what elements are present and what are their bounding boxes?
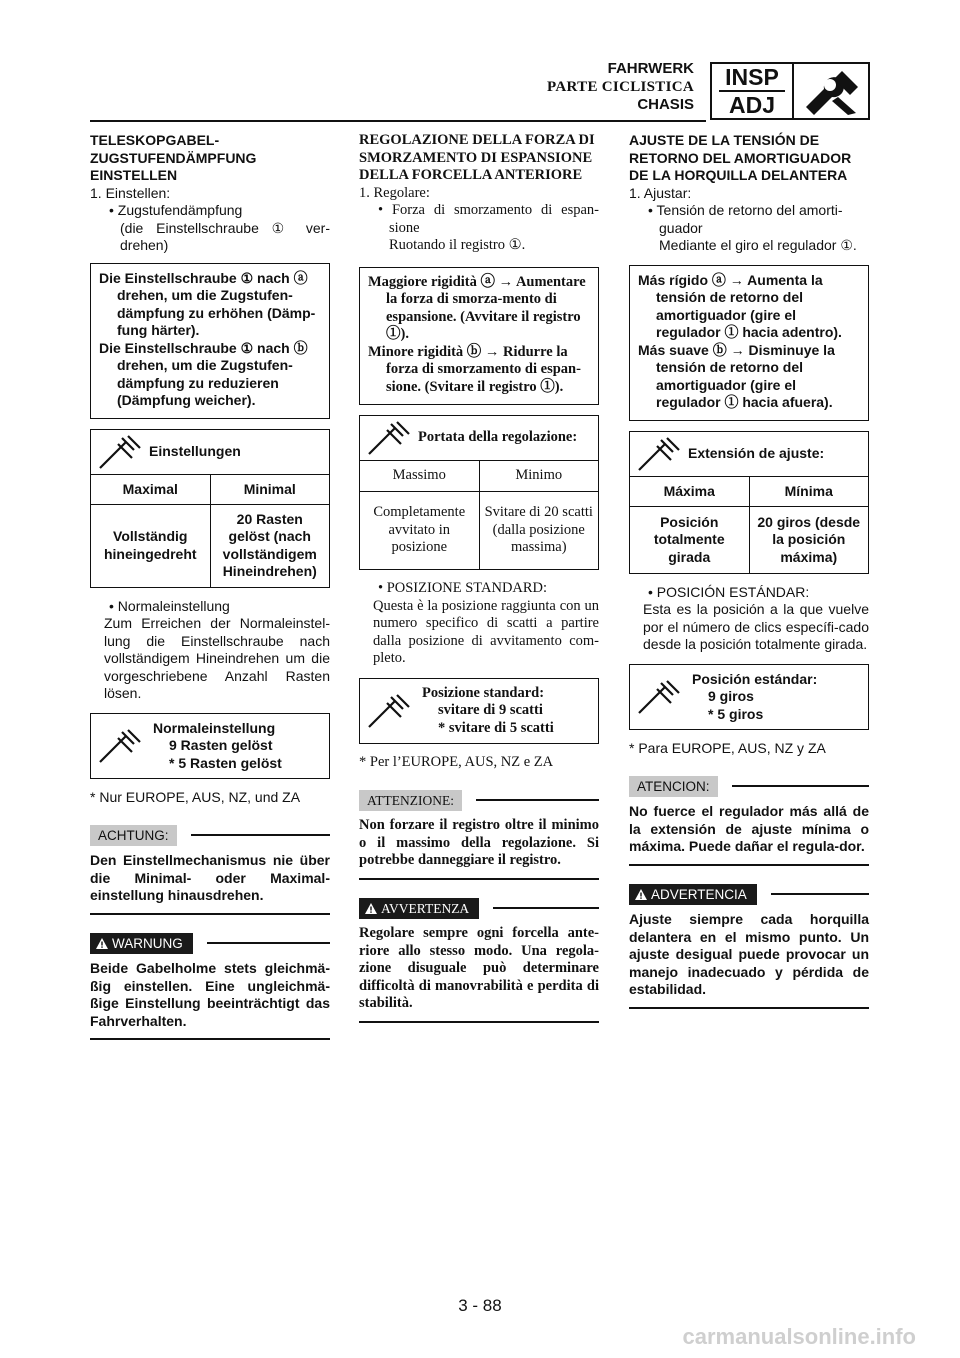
standard-value: svitare di 9 scatti [438, 702, 543, 718]
standard-value-alt: * 5 Rasten gelöst [169, 754, 282, 771]
step-1: 1. Ajustar: [629, 184, 692, 201]
spec-head-min: Minimal [210, 475, 329, 505]
standard-setting-box [359, 678, 599, 745]
bullet-subtext: Mediante el giro el regulador ①. [659, 237, 857, 253]
note-line: Maggiore rigidità ⓐ → Aumentare la forza di smorza-mento di espansione. (Avvitare il registro ①). [368, 273, 586, 342]
column-italian [359, 132, 599, 1023]
warning-header [90, 933, 330, 955]
spec-value-max: Completamente avvitato in posizione [360, 491, 479, 569]
warning-label: WARNUNG [112, 935, 183, 951]
standard-value-alt: * 5 giros [708, 705, 764, 722]
warning-text: Regolare sempre ogni forcella ante-riore allo stesso modo. Una regola-zione disuguale può determinare difficoltà di manovrabilità e perdita di stabilità. [359, 925, 599, 1023]
footnote: * Per l’EUROPE, AUS, NZ e ZA [359, 754, 554, 770]
caution-text: Den Einstellmechanismus nie über die Minimal- oder Maximal-einstellung hinausdrehen. [90, 852, 330, 915]
bullet-item: • POSIZIONE STANDARD: [378, 580, 548, 596]
section-label-es: CHASIS [637, 96, 694, 113]
wrench-icon [91, 714, 149, 779]
section-title: REGOLAZIONE DELLA FORZA DI SMORZAMENTO DI ESPANSIONE DELLA FORCELLA ANTERIORE [359, 132, 595, 183]
spec-head-min: Mínima [749, 477, 868, 507]
warning-triangle-icon [96, 938, 108, 949]
spec-head-max: Massimo [392, 467, 446, 483]
warning-text: Ajuste siempre cada horquilla delantera en el mismo punto. Un ajuste desigual puede provocar un manejo inadecuado y pérdida de estabilidad. [629, 911, 869, 1009]
wrench-icon [91, 430, 149, 474]
footnote: * Nur EUROPE, AUS, NZ, und ZA [90, 789, 301, 805]
caution-text: Non forzare il registro oltre il minimo o il massimo della regolazione. Si potrebbe danneggiare il registro. [359, 817, 599, 880]
wrench-icon [630, 432, 688, 476]
bullet-subtext: Ruotando il registro ①. [389, 237, 526, 253]
spec-label: Extensión de ajuste: [688, 444, 825, 461]
adjustment-note-box [359, 267, 599, 406]
warning-header [359, 898, 599, 920]
wrench-icon [630, 665, 688, 730]
caution-header [90, 825, 330, 847]
spec-value-min: 20 giros (desde la posición máxima) [749, 507, 868, 573]
section-title: AJUSTE DE LA TENSIÓN DE RETORNO DEL AMORTIGUADOR DE LA HORQUILLA DELANTERA [629, 132, 852, 183]
wrench-icon [360, 416, 418, 460]
bullet-subtext: Esta es la posición a la que vuelve por el número de clics específi-cado desde la posición totalmente girada. [643, 601, 869, 652]
standard-value-alt: * svitare di 5 scatti [438, 719, 554, 736]
standard-value: 9 Rasten gelöst [169, 737, 273, 753]
standard-setting-box [629, 664, 869, 731]
standard-label: Posición estándar: [692, 670, 818, 687]
spec-table [359, 415, 599, 570]
note-line: Die Einstellschraube ① nach ⓑ drehen, um die Zugstufen-dämpfung zu reduzieren (Dämpfung weicher). [99, 339, 308, 408]
bullet-subtext: (die Einstellschraube ① ver-drehen) [120, 219, 330, 253]
badge-top-label: INSP [725, 64, 779, 90]
warning-label: AVVERTENZA [381, 900, 470, 916]
insp-adj-badge [710, 62, 870, 120]
warning-triangle-icon [635, 889, 647, 900]
warning-header [629, 884, 869, 906]
bullet-item: • Forza di smorzamento di espan-sione [378, 202, 599, 236]
step-1: 1. Regolare: [359, 184, 430, 201]
spec-label: Portata della regolazione: [418, 429, 578, 446]
spec-table [90, 429, 330, 588]
spec-value-min: Svitare di 20 scatti (dalla posizione massima) [479, 491, 598, 569]
spec-head-max: Maximal [122, 480, 178, 497]
column-german [90, 132, 330, 1040]
caution-text: No fuerce el regulador más allá de la extensión de ajuste mínima o máxima. Puede dañar el regula-dor. [629, 803, 869, 866]
caution-tag: ATENCION: [629, 776, 718, 798]
standard-setting-box [90, 713, 330, 780]
step-1: 1. Einstellen: [90, 184, 171, 201]
bullet-item: • Zugstufendämpfung [109, 202, 243, 218]
standard-label: Normaleinstellung [153, 719, 276, 736]
section-label-de: FAHRWERK [607, 60, 694, 77]
watermark: carmanualsonline.info [682, 1324, 916, 1349]
caution-tag: ACHTUNG: [90, 825, 177, 847]
spec-value-min: 20 Rasten gelöst (nach vollständigem Hineindrehen) [210, 505, 329, 587]
caution-header [629, 776, 869, 798]
spec-head-min: Minimo [479, 461, 598, 491]
caution-tag: ATTENZIONE: [359, 790, 462, 812]
bullet-subtext: Questa è la posizione raggiunta con un numero specifico di scatti a partire dalla posizione di avvitamento com-pleto. [373, 597, 599, 666]
bullet-item: • Normaleinstellung [109, 597, 230, 614]
wrench-icon [360, 679, 418, 744]
page-number: 3 - 88 [458, 1296, 502, 1315]
badge-bottom-label: ADJ [728, 92, 775, 118]
spec-head-max: Máxima [663, 482, 715, 499]
standard-value: 9 giros [708, 688, 754, 704]
standard-label: Posizione standard: [422, 684, 545, 701]
warning-tag [359, 898, 479, 920]
note-line: Más rígido ⓐ → Aumenta la tensión de retorno del amortiguador (gire el regulador ① hacia adentro). [638, 271, 842, 340]
bullet-item: • Tensión de retorno del amorti-guador [648, 202, 843, 236]
caution-header [359, 790, 599, 812]
badge-text [712, 64, 794, 118]
header-rule [90, 120, 706, 122]
spec-label: Einstellungen [149, 442, 241, 459]
note-line: Die Einstellschraube ① nach ⓐ drehen, um die Zugstufen-dämpfung zu erhöhen (Dämp-fung härter). [99, 269, 316, 338]
wrench-tools-icon [794, 64, 868, 118]
warning-tag [90, 933, 193, 955]
section-labels [547, 60, 694, 114]
section-label-it: PARTE CICLISTICA [547, 79, 694, 95]
footnote: * Para EUROPE, AUS, NZ y ZA [629, 740, 826, 756]
warning-tag [629, 884, 757, 906]
spec-value-max: Vollständig hineingedreht [91, 505, 210, 587]
spec-value-max: Posición totalmente girada [630, 507, 749, 573]
spec-table [629, 431, 869, 574]
bullet-subtext: Zum Erreichen der Normaleinstel-lung die Einstellschraube nach vollständigem Hineindrehen um die vorgeschriebene Anzahl Rasten lösen. [104, 615, 330, 701]
page-header [90, 58, 870, 124]
adjustment-note-box [90, 263, 330, 419]
column-spanish [629, 132, 869, 1009]
bullet-item: • POSICIÓN ESTÁNDAR: [648, 583, 810, 600]
warning-label: ADVERTENCIA [651, 886, 747, 902]
note-line: Minore rigidità ⓑ → Ridurre la forza di smorzamento di espan-sione. (Svitare il registro ①). [368, 343, 581, 395]
adjustment-note-box [629, 265, 869, 421]
note-line: Más suave ⓑ → Disminuye la tensión de retorno del amortiguador (gire el regulador ① hacia afuera). [638, 341, 835, 410]
warning-triangle-icon [365, 903, 377, 914]
warning-text: Beide Gabelholme stets gleichmä-ßig einstellen. Eine ungleichmä-ßige Einstellung beeinträchtigt das Fahrverhalten. [90, 960, 330, 1040]
section-title: TELESKOPGABEL-ZUGSTUFENDÄMPFUNG EINSTELLEN [90, 132, 257, 183]
